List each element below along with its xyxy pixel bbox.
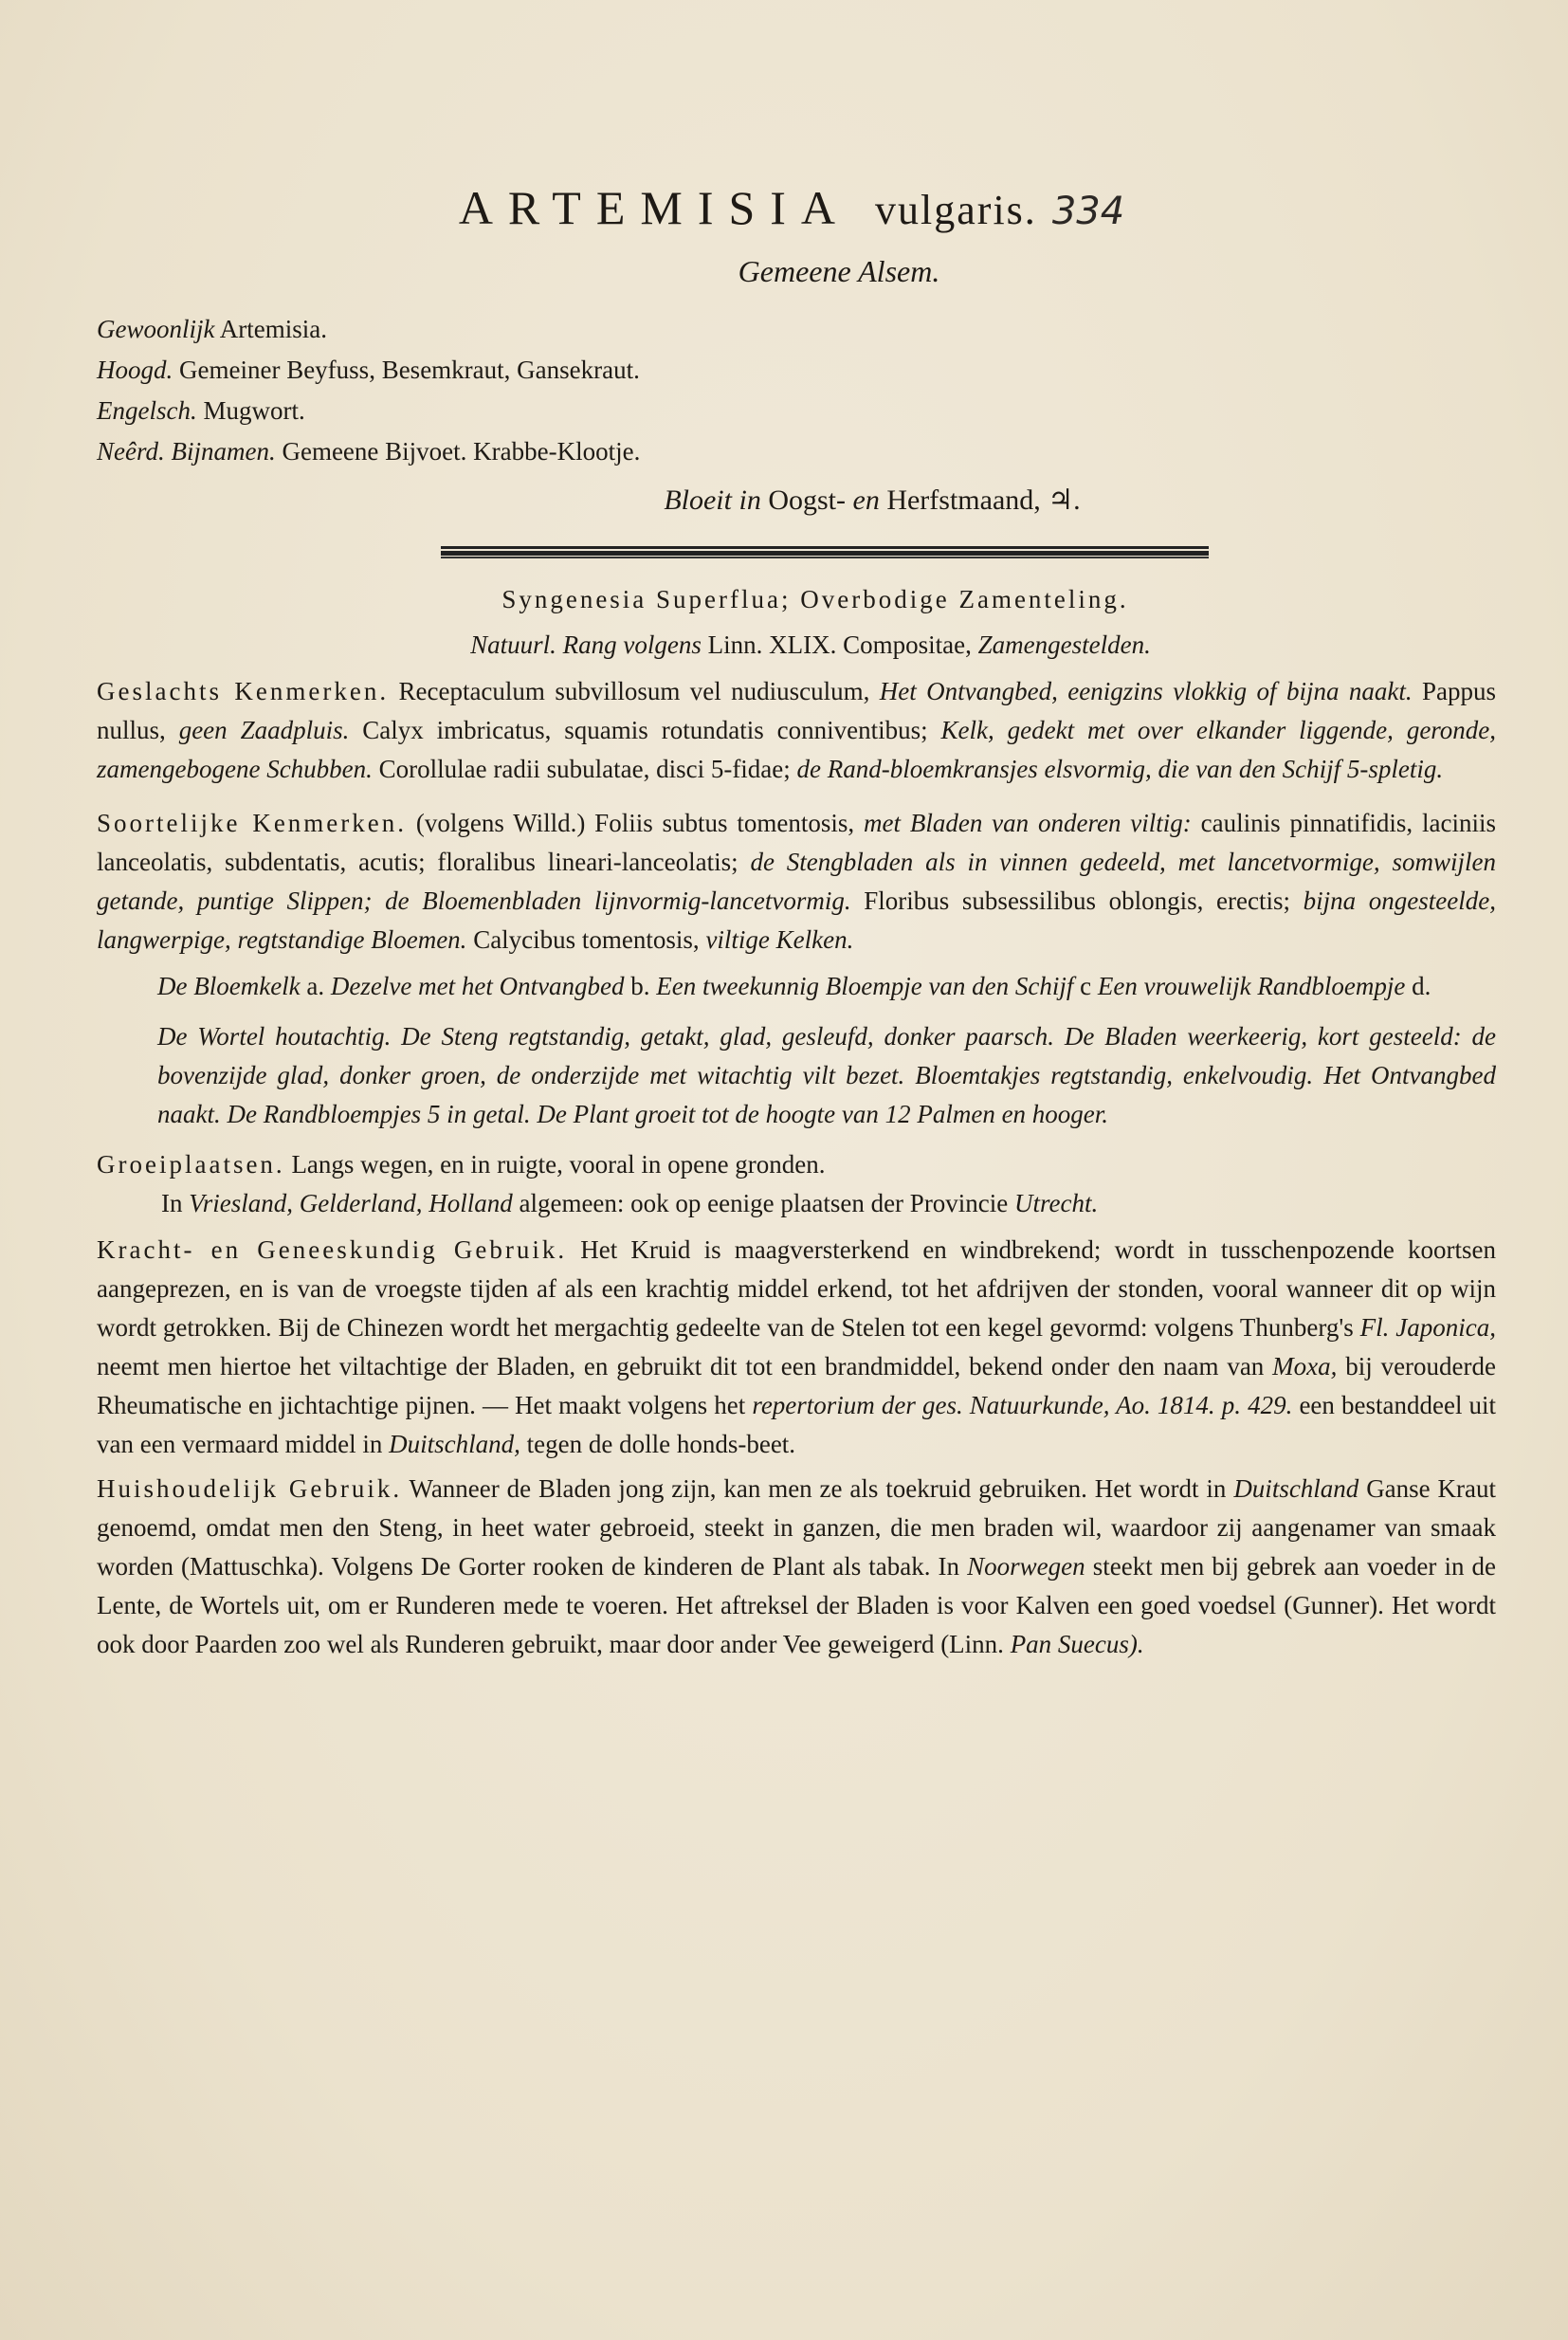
- figure-label: Een vrouwelijk Randbloempje: [1097, 972, 1406, 1000]
- habitat-text: algemeen: ook op eenige plaatsen der Provincie: [519, 1189, 1009, 1217]
- handwritten-number: 334: [1051, 190, 1125, 233]
- household-text: Ganse Kraut genoemd, omdat men den Steng, in heet water gebroeid, steekt in ganzen, die men braden wil, waardoor zij aangenamer van smaak worden (Mattuschka). Volgens De Gorter rooken de kinderen de Plant als tabak. In: [97, 1474, 1497, 1581]
- medicinal-ref: Moxa,: [1272, 1352, 1338, 1380]
- medicinal-text: een bestanddeel uit van een vermaard middel in: [97, 1391, 1497, 1458]
- species-text: caulinis pinnatifidis, laciniis lanceolatis, subdentatis, acutis; floralibus lineari-lanceolatis;: [97, 809, 1497, 876]
- title-genus: ARTEMISIA: [458, 181, 851, 234]
- species-text-nl: met Bladen van onderen viltig:: [864, 809, 1192, 837]
- figure-legend: [97, 967, 1496, 1006]
- genus-text-nl: geen Zaadpluis.: [178, 716, 350, 744]
- medicinal-ref: repertorium der ges. Natuurkunde, Ao. 1814. p. 429.: [752, 1391, 1293, 1419]
- medicinal-text: neemt men hiertoe het viltachtige der Bladen, en gebruikt dit tot een brandmiddel, bekend onder den naam van: [97, 1352, 1265, 1380]
- bloeit-b: in: [738, 484, 761, 516]
- figure-label: Een tweekunnig Bloempje van den Schijf: [656, 972, 1074, 1000]
- household-use: [97, 1470, 1496, 1664]
- household-heading: Huishoudelijk Gebruik.: [97, 1474, 403, 1503]
- figure-label: Dezelve met het Ontvangbed: [330, 972, 625, 1000]
- medicinal-text: bij verouderde Rheumatische en jichtachtige pijnen. — Het maakt volgens het: [97, 1352, 1497, 1419]
- title-species: vulgaris.: [875, 187, 1037, 233]
- genus-heading: Geslachts Kenmerken.: [97, 677, 390, 705]
- figure-letter: a.: [306, 972, 325, 1000]
- medicinal-text: Het Kruid is maagversterkend en windbrekend; wordt in tusschenpozende koortsen aangeprezen, en is van de vroegste tijden af als een krachtig middel erkend, tot het afdrijven der stonden, vooral wanneer dit op wijn wordt getrokken. Bij de Chinezen wordt het mergachtig gedeelte van de Stelen tot een kegel gevormd: volgens Thunberg's: [97, 1235, 1496, 1342]
- medicinal-ref: Duitschland,: [389, 1430, 520, 1458]
- medicinal-heading: Kracht- en Geneeskundig Gebruik.: [97, 1235, 568, 1264]
- household-ref: Duitschland: [1233, 1474, 1359, 1503]
- name-value: Mugwort.: [203, 396, 305, 425]
- genus-text-nl: Kelk, gedekt met over elkander liggende, geronde, zamengebogene Schubben.: [97, 716, 1497, 783]
- rang-b: Linn. XLIX. Compositae,: [707, 631, 972, 659]
- name-row: [97, 350, 1496, 391]
- bloeit-c: Oogst-: [768, 484, 846, 516]
- rank-line: [125, 631, 1496, 672]
- habitat-provinces-names: Vriesland, Gelderland, Holland: [189, 1189, 513, 1217]
- ornamental-divider: [441, 546, 1209, 558]
- name-lang: Neêrd. Bijnamen.: [97, 437, 276, 466]
- page-content: [97, 180, 1496, 1664]
- medicinal-ref: Fl. Japonica,: [1359, 1313, 1497, 1342]
- genus-text-nl: de Rand-bloemkransjes elsvormig, die van den Schijf 5-spletig.: [796, 755, 1444, 783]
- system-line: Syngenesia Superflua; Overbodige Zamenteling.: [501, 585, 1129, 613]
- name-lang: Gewoonlijk: [97, 315, 215, 343]
- name-row: [97, 391, 1496, 431]
- species-text-nl: de Stengbladen als in vinnen gedeeld, met lancetvormige, somwijlen getande, puntige Slippen; de Bloemenbladen lijnvormig-lancetvormig.: [97, 848, 1496, 915]
- household-text: Wanneer de Bladen jong zijn, kan men ze als toekruid gebruiken. Het wordt in: [409, 1474, 1227, 1503]
- figure-letter: b.: [630, 972, 650, 1000]
- genus-characters: [97, 672, 1496, 789]
- habitat-heading: Groeiplaatsen.: [97, 1150, 285, 1179]
- species-text: Calycibus tomentosis,: [473, 925, 700, 954]
- name-value: Artemisia.: [219, 315, 327, 343]
- habitat-text: In: [161, 1189, 183, 1217]
- genus-text: Pappus nullus,: [97, 677, 1497, 744]
- species-characters: [97, 804, 1496, 960]
- species-text-nl: bijna ongesteelde, langwerpige, regtstandige Bloemen.: [97, 887, 1496, 954]
- medicinal-text: tegen de dolle honds-beet.: [526, 1430, 796, 1458]
- name-row: [97, 431, 1496, 472]
- name-value: Gemeene Bijvoet. Krabbe-Klootje.: [282, 437, 641, 466]
- name-value: Gemeiner Beyfuss, Besemkraut, Gansekraut.: [179, 356, 640, 384]
- bloeit-d: en: [852, 484, 880, 516]
- names-list: [97, 309, 1496, 472]
- species-text: (volgens Willd.) Foliis subtus tomentosis,: [415, 809, 855, 837]
- rang-a: Natuurl. Rang volgens: [470, 631, 702, 659]
- genus-text: Calyx imbricatus, squamis rotundatis conniventibus;: [362, 716, 928, 744]
- habitat: [97, 1145, 1496, 1184]
- bloeit-a: Bloeit: [664, 484, 732, 516]
- habitat-text: Langs wegen, en in ruigte, vooral in opene gronden.: [291, 1150, 826, 1179]
- household-ref: Pan Suecus).: [1010, 1630, 1144, 1658]
- name-row: [97, 309, 1496, 350]
- bloeit-e: Herfstmaand, ♃.: [886, 484, 1081, 516]
- figure-letter: c: [1080, 972, 1092, 1000]
- rang-c: Zamengestelden.: [977, 631, 1151, 659]
- species-heading: Soortelijke Kenmerken.: [97, 809, 408, 837]
- name-lang: Engelsch.: [97, 396, 197, 425]
- household-text: steekt men bij gebrek aan voeder in de Lente, de Wortels uit, om er Runderen mede te voeren. Het aftreksel der Bladen is voor Kalven een goed voedsel (Gunner). Het wordt ook door Paarden zoo wel als Runderen gebruikt, maar door ander Vee geweigerd (Linn.: [97, 1552, 1497, 1658]
- genus-text: Corollulae radii subulatae, disci 5-fidae;: [378, 755, 791, 783]
- household-ref: Noorwegen: [967, 1552, 1085, 1581]
- species-text: Floribus subsessilibus oblongis, erectis;: [864, 887, 1290, 915]
- flowering-line: [248, 484, 1496, 527]
- species-text-nl: viltige Kelken.: [705, 925, 854, 954]
- medicinal-use: [97, 1231, 1496, 1464]
- genus-text-nl: Het Ontvangbed, eenigzins vlokkig of bijna naakt.: [879, 677, 1413, 705]
- habitat-provinces: [97, 1184, 1496, 1223]
- figure-letter: d.: [1412, 972, 1431, 1000]
- genus-text: Receptaculum subvillosum vel nudiusculum,: [398, 677, 870, 705]
- common-name: Gemeene Alsem.: [738, 254, 940, 288]
- page-title: [87, 180, 1496, 254]
- figure-label: De Bloemkelk: [157, 972, 301, 1000]
- habitat-province-utrecht: Utrecht.: [1014, 1189, 1099, 1217]
- name-lang: Hoogd.: [97, 356, 173, 384]
- plant-description: De Wortel houtachtig. De Steng regtstandig, getakt, glad, gesleufd, donker paarsch. De Bladen weerkeerig, kort gesteeld: de bovenzijde glad, donker groen, de onderzijde met witachtig vilt bezet. Bloemtakjes regtstandig, enkelvoudig. Het Ontvangbed naakt. De Randbloempjes 5 in getal. De Plant groeit tot de hoogte van 12 Palmen en hooger.: [157, 1022, 1496, 1128]
